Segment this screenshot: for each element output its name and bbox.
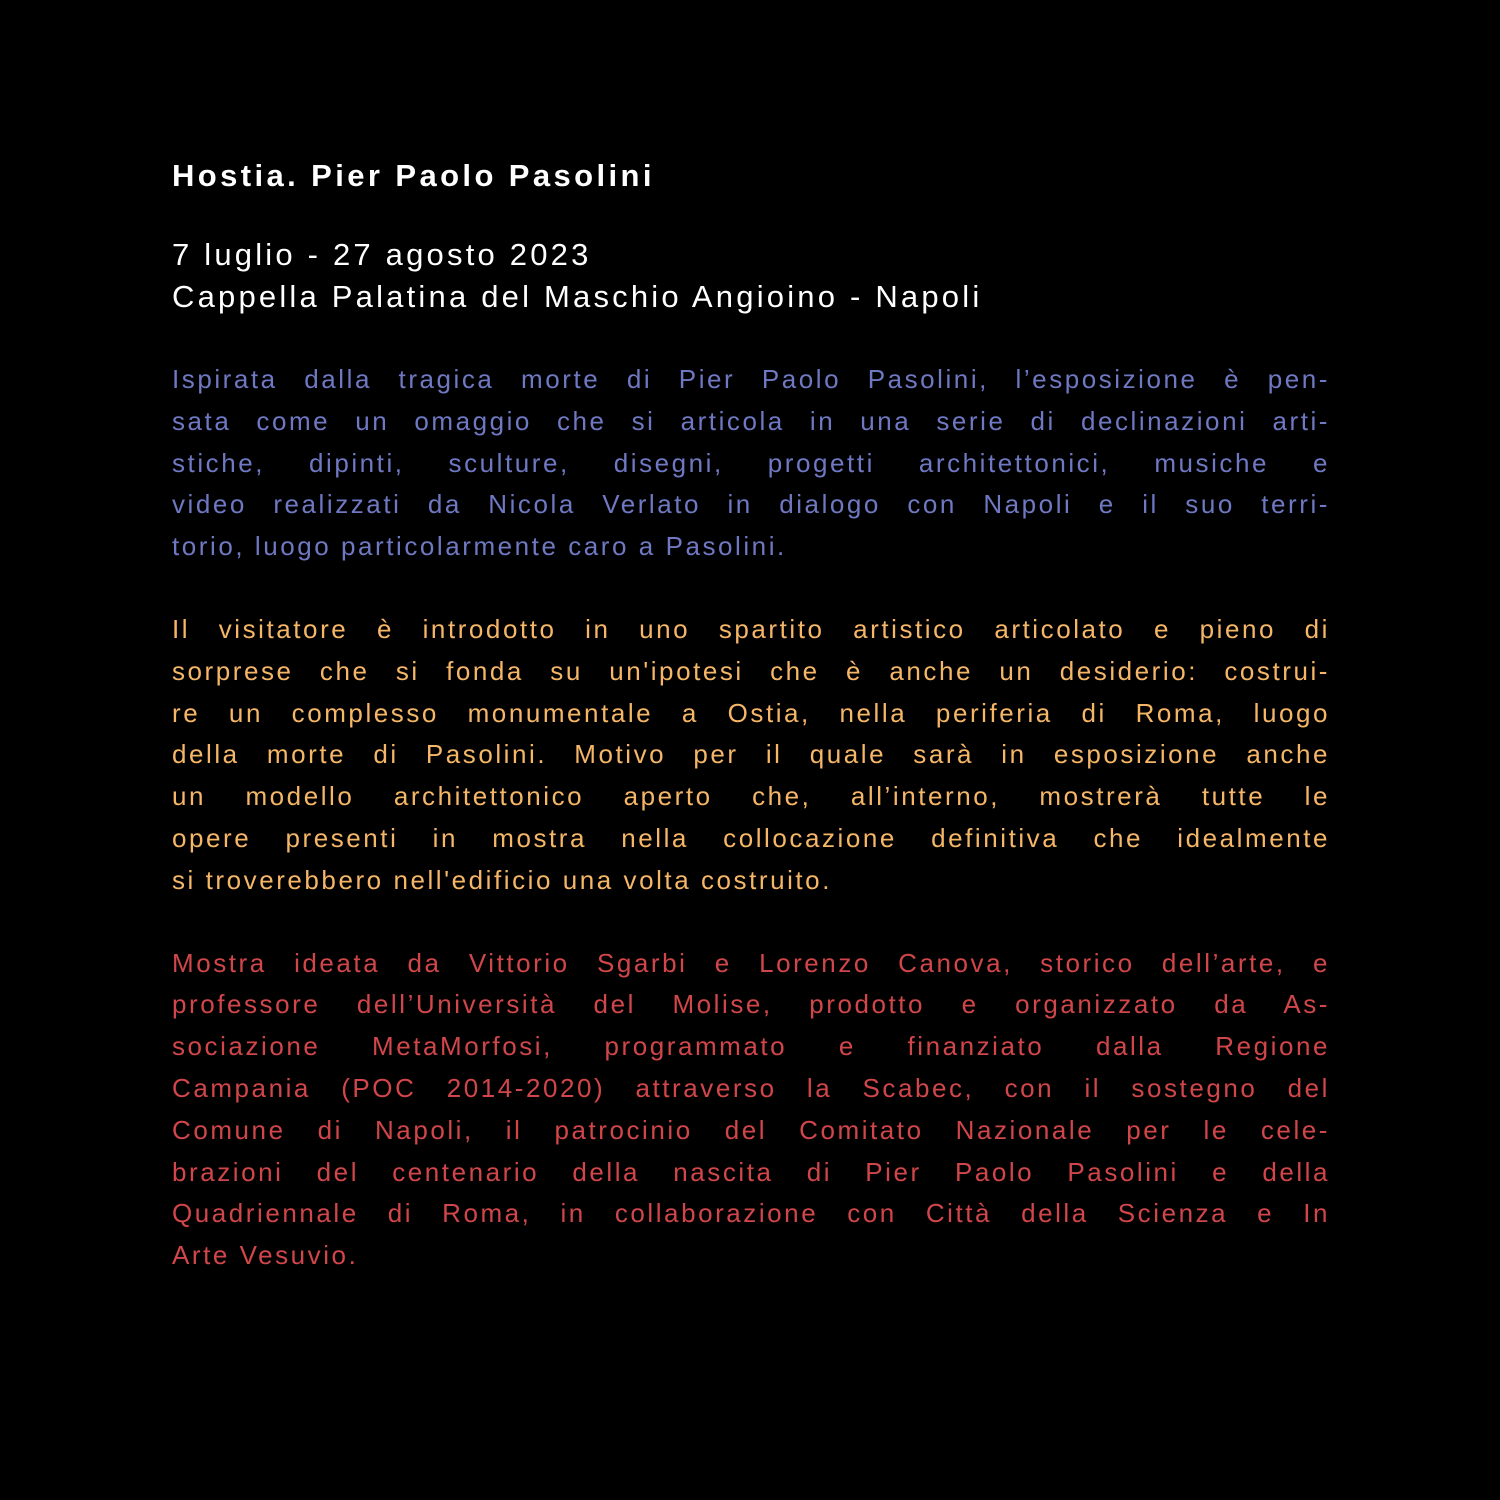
exhibition-text-panel [172, 150, 1330, 1277]
exhibition-info [172, 234, 1330, 318]
paragraph-line: sorprese che si fonda su un'ipotesi che è anche un desiderio: costrui- [172, 655, 1330, 686]
paragraph-line: opere presenti in mostra nella collocazione definitiva che idealmente [172, 822, 1330, 853]
description-paragraph [172, 359, 1330, 568]
paragraph-line: Arte Vesuvio. [172, 1240, 359, 1271]
paragraph-line: brazioni del centenario della nascita di Pier Paolo Pasolini e della [172, 1156, 1330, 1187]
paragraph-line: professore dell’Università del Molise, prodotto e organizzato da As- [172, 989, 1330, 1020]
paragraph-line: Quadriennale di Roma, in collaborazione con Città della Scienza e In [172, 1198, 1330, 1229]
paragraph-line: si troverebbero nell'edificio una volta costruito. [172, 864, 832, 895]
paragraph-line: stiche, dipinti, sculture, disegni, progetti architettonici, musiche e [172, 447, 1330, 478]
paragraph-line: della morte di Pasolini. Motivo per il quale sarà in esposizione anche [172, 739, 1330, 770]
paragraph-line: video realizzati da Nicola Verlato in dialogo con Napoli e il suo terri- [172, 489, 1330, 520]
paragraph-line: Mostra ideata da Vittorio Sgarbi e Lorenzo Canova, storico dell’arte, e [172, 947, 1330, 978]
paragraph-line: un modello architettonico aperto che, all’interno, mostrerà tutte le [172, 781, 1330, 812]
paragraph-line: Comune di Napoli, il patrocinio del Comitato Nazionale per le cele- [172, 1114, 1330, 1145]
exhibition-venue: Cappella Palatina del Maschio Angioino - Napoli [172, 279, 983, 314]
exhibition-dates: 7 luglio - 27 agosto 2023 [172, 237, 592, 272]
paragraph-line: Ispirata dalla tragica morte di Pier Paolo Pasolini, l’esposizione è pen- [172, 364, 1330, 394]
paragraph-line: torio, luogo particolarmente caro a Pasolini. [172, 531, 787, 562]
credits-paragraph [172, 943, 1330, 1277]
paragraph-line: sociazione MetaMorfosi, programmato e finanziato dalla Regione [172, 1031, 1330, 1062]
paragraph-line: Il visitatore è introdotto in uno spartito artistico articolato e pieno di [172, 613, 1330, 644]
paragraph-line: sata come un omaggio che si articola in una serie di declinazioni arti- [172, 405, 1330, 436]
exhibition-title: Hostia. Pier Paolo Pasolini [172, 158, 655, 193]
paragraph-line: Campania (POC 2014-2020) attraverso la Scabec, con il sostegno del [172, 1072, 1330, 1103]
paragraph-line: re un complesso monumentale a Ostia, nella periferia di Roma, luogo [172, 697, 1330, 728]
concept-paragraph [172, 609, 1330, 902]
